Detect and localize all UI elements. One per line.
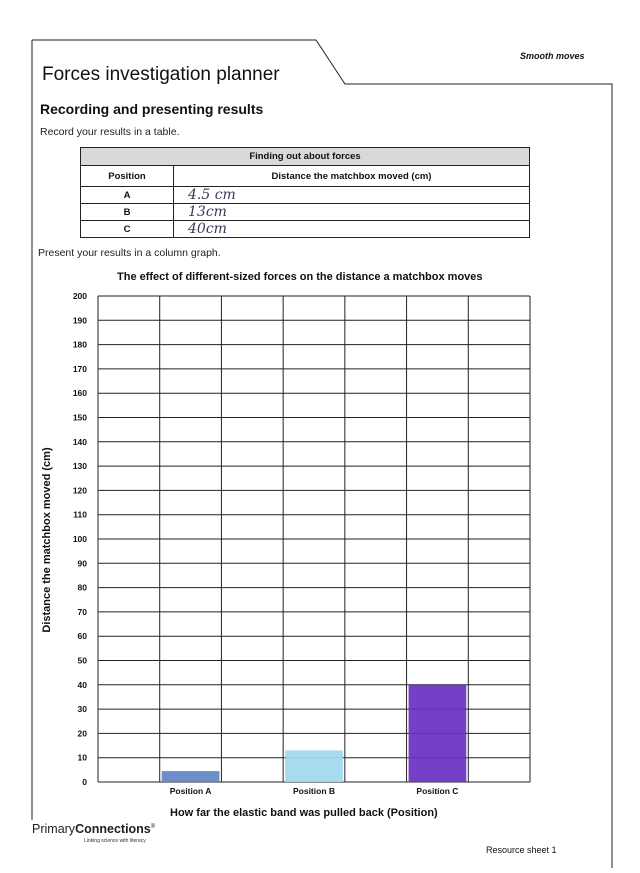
row-position: B [81,204,174,221]
y-tick-label: 40 [77,679,87,690]
bar-position-b [285,750,343,782]
y-tick-label: 80 [77,582,87,593]
brand-tagline: Linking science with literacy [84,838,146,844]
y-tick-label: 50 [77,655,87,666]
y-tick-label: 0 [82,777,87,787]
y-tick-label: 70 [77,606,87,617]
row-distance: 4.5 cm [174,187,530,204]
graph-instruction: Present your results in a column graph. [38,247,221,259]
y-tick-label: 160 [72,388,87,399]
brand-logo: PrimaryConnections® [32,822,156,836]
table-instruction: Record your results in a table. [40,126,180,138]
y-tick-label: 190 [72,315,87,326]
y-tick-label: 90 [77,558,87,569]
y-tick-label: 60 [77,631,87,642]
y-tick-label: 30 [77,704,87,715]
column-header-position: Position [81,166,174,187]
bar-position-a [162,771,220,782]
row-distance: 40cm [174,221,530,238]
row-position: A [81,187,174,204]
row-position: C [81,221,174,238]
row-distance: 13cm [174,204,530,221]
y-tick-label: 180 [72,339,87,350]
page-title: Forces investigation planner [42,64,280,85]
y-tick-label: 20 [77,728,87,739]
series-name: Smooth moves [520,51,585,61]
x-tick-label: Position B [292,786,336,796]
y-tick-label: 200 [72,291,87,301]
y-tick-label: 140 [72,436,87,447]
x-tick-label: Position A [169,786,212,796]
resource-label: Resource sheet 1 [486,845,557,855]
column-header-distance: Distance the matchbox moved (cm) [174,166,530,187]
y-tick-label: 130 [72,461,87,472]
chart-title: The effect of different-sized forces on the distance a matchbox moves [117,271,483,283]
y-axis-title: Distance the matchbox moved (cm) [41,447,53,633]
table-caption: Finding out about forces [81,148,530,166]
x-tick-label: Position C [416,786,459,796]
y-tick-label: 100 [72,534,87,544]
y-tick-label: 10 [77,752,87,763]
x-axis-title: How far the elastic band was pulled back (Position) [170,807,438,819]
y-tick-label: 150 [72,412,87,423]
section-heading: Recording and presenting results [40,101,264,117]
y-tick-label: 120 [72,485,87,496]
bar-position-c [409,685,467,782]
y-tick-label: 110 [73,509,87,520]
y-tick-label: 170 [72,363,87,374]
